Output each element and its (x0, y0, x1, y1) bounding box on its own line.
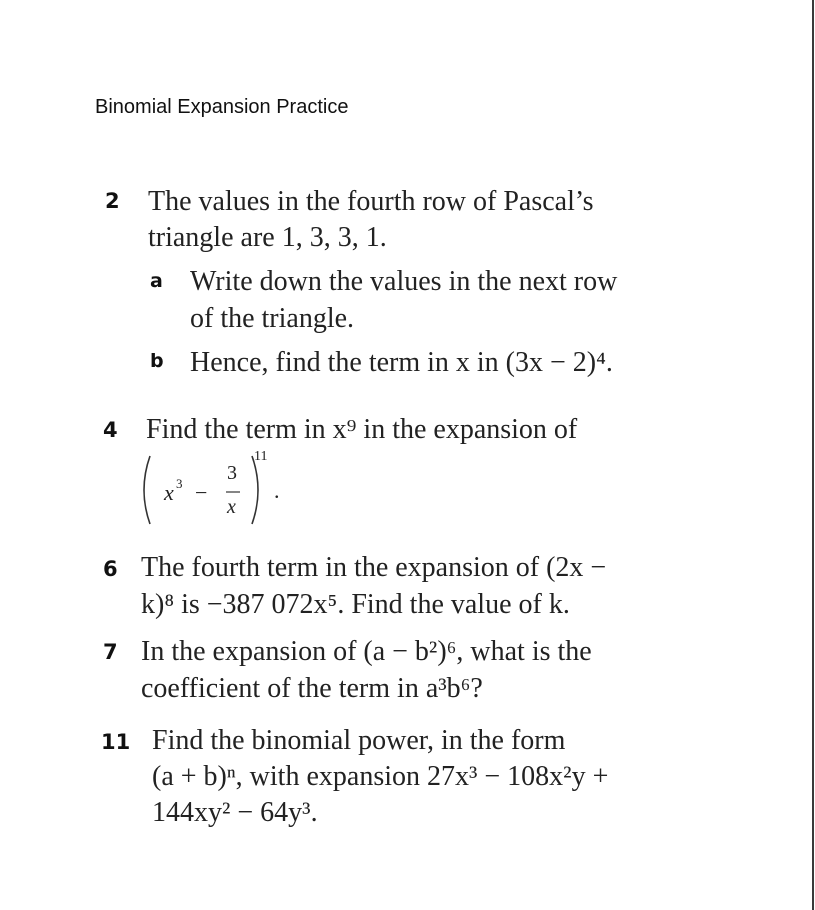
question-2b-text: Hence, find the term in x in (3x − 2)⁴. (190, 347, 613, 378)
question-11-line-1: Find the binomial power, in the form (152, 725, 566, 756)
question-11-line-3: 144xy² − 64y³. (152, 797, 318, 828)
expr-period: . (274, 478, 280, 503)
right-page-border (812, 0, 814, 910)
question-2a-line-1: Write down the values in the next row (190, 266, 618, 297)
question-2a-label: a (150, 270, 163, 292)
expr-numerator: 3 (227, 462, 237, 484)
question-6-number: 6 (103, 557, 118, 581)
question-7-line-1: In the expansion of (a − b²)⁶, what is the (141, 636, 592, 667)
question-4-number: 4 (103, 418, 118, 442)
page-title: Binomial Expansion Practice (95, 96, 349, 118)
question-4-line-1: Find the term in x⁹ in the expansion of (146, 414, 578, 445)
expr-power: 11 (254, 449, 268, 464)
question-2-line-2: triangle are 1, 3, 3, 1. (148, 222, 387, 253)
expr-minus: − (195, 480, 208, 505)
question-2b-label: b (150, 350, 164, 372)
question-7-number: 7 (103, 640, 118, 664)
expr-denominator: x (227, 496, 236, 518)
question-6-line-2: k)⁸ is −387 072x⁵. Find the value of k. (141, 589, 570, 620)
question-7-line-2: coefficient of the term in a³b⁶? (141, 673, 483, 704)
question-2a-line-2: of the triangle. (190, 303, 355, 334)
question-2-number: 2 (105, 189, 120, 213)
question-11-number: 11 (101, 730, 131, 754)
question-4-expression (140, 448, 300, 538)
question-11-line-2: (a + b)ⁿ, with expansion 27x³ − 108x²y + (152, 761, 609, 792)
question-2-line-1: The values in the fourth row of Pascal’s (148, 186, 594, 217)
expr-x: x (164, 480, 174, 505)
question-6-line-1: The fourth term in the expansion of (2x − (141, 552, 607, 583)
expr-x-exponent: 3 (176, 476, 183, 491)
